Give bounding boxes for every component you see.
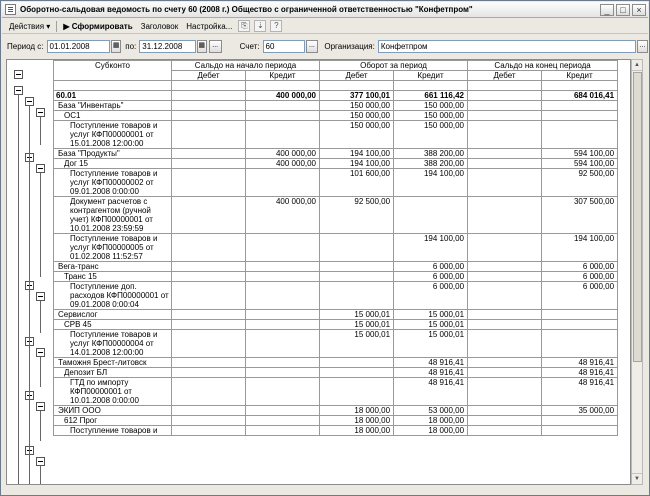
subconto-cell: Вега-транс [54, 262, 172, 272]
amount-cell-cc [542, 426, 618, 436]
amount-cell-od [172, 310, 246, 320]
amount-cell-tc: 48 916,41 [394, 358, 468, 368]
col-opening-header: Сальдо на начало периода [172, 61, 320, 71]
amount-cell-od [172, 358, 246, 368]
amount-cell-td: 194 100,00 [320, 159, 394, 169]
amount-cell-oc [246, 358, 320, 368]
amount-cell-od [172, 416, 246, 426]
subconto-cell: Поступление товаров и [54, 426, 172, 436]
copy-icon[interactable]: ⎘ [238, 20, 250, 32]
amount-cell-oc [246, 330, 320, 358]
amount-cell-oc: 400 000,00 [246, 91, 320, 101]
amount-cell-cc: 48 916,41 [542, 358, 618, 368]
close-button[interactable]: × [632, 4, 646, 16]
col-turnover-header: Оборот за период [320, 61, 468, 71]
amount-cell-oc [246, 310, 320, 320]
collapse-srv45-icon[interactable] [36, 348, 45, 357]
amount-cell-cc [542, 310, 618, 320]
amount-cell-cd [468, 197, 542, 234]
subconto-cell: 612 Прог [54, 416, 172, 426]
amount-cell-cc [542, 101, 618, 111]
subconto-cell: Поступление доп. расходов КФП00000001 от 09.01.2008 0:00:04 [54, 282, 172, 310]
report-icon [5, 4, 16, 15]
amount-cell-oc [246, 406, 320, 416]
amount-cell-oc [246, 272, 320, 282]
amount-cell-cd [468, 121, 542, 149]
tree-line [40, 173, 41, 277]
amount-cell-od [172, 149, 246, 159]
amount-cell-tc: 194 100,00 [394, 234, 468, 262]
subconto-cell: Таможня Брест-литовск [54, 358, 172, 368]
tree-line [40, 357, 41, 387]
amount-cell-oc [246, 426, 320, 436]
amount-cell-cc [542, 121, 618, 149]
collapse-612-prog-icon[interactable] [36, 457, 45, 466]
col-debit-header: Дебет [172, 71, 246, 81]
amount-cell-tc: 194 100,00 [394, 169, 468, 197]
amount-cell-cd [468, 282, 542, 310]
tree-line [40, 411, 41, 441]
table-row[interactable] [54, 358, 618, 368]
amount-cell-oc [246, 416, 320, 426]
amount-cell-cd [468, 320, 542, 330]
subconto-cell: Поступление товаров и услуг КФП00000002 от 09.01.2008 0:00:00 [54, 169, 172, 197]
separator [56, 21, 57, 32]
amount-cell-tc: 53 000,00 [394, 406, 468, 416]
amount-cell-oc [246, 262, 320, 272]
amount-cell-tc: 6 000,00 [394, 262, 468, 272]
col-credit-header: Кредит [394, 71, 468, 81]
amount-cell-td [320, 282, 394, 310]
subconto-cell: СРВ 45 [54, 320, 172, 330]
actions-label: Действия [9, 21, 45, 31]
account-input[interactable]: 60 [263, 40, 305, 53]
amount-cell-od [172, 406, 246, 416]
table-row[interactable] [54, 101, 618, 111]
amount-cell-cc: 194 100,00 [542, 234, 618, 262]
table-row[interactable] [54, 234, 618, 262]
table-row[interactable] [54, 111, 618, 121]
amount-cell-od [172, 101, 246, 111]
amount-cell-cd [468, 378, 542, 406]
date-to-input[interactable]: 31.12.2008 [139, 40, 195, 53]
calendar-icon[interactable]: ▦ [111, 40, 121, 53]
table-row[interactable] [54, 406, 618, 416]
report-table [53, 60, 618, 436]
amount-cell-tc: 48 916,41 [394, 368, 468, 378]
subconto-cell: ГТД по импорту КФП00000001 от 10.01.2008 0:00:00 [54, 378, 172, 406]
title-bar [2, 2, 648, 18]
amount-cell-tc: 388 200,00 [394, 159, 468, 169]
amount-cell-cc: 6 000,00 [542, 282, 618, 310]
subconto-cell: Дог 15 [54, 159, 172, 169]
generate-button[interactable]: ▶ Сформировать [63, 21, 133, 31]
amount-cell-cd [468, 111, 542, 121]
amount-cell-oc [246, 368, 320, 378]
amount-cell-tc [394, 197, 468, 234]
amount-cell-cd [468, 358, 542, 368]
subconto-cell: Депозит БЛ [54, 368, 172, 378]
subconto-cell: Поступление товаров и услуг КФП00000004 от 14.01.2008 12:00:00 [54, 330, 172, 358]
account-label: Счет: [239, 41, 260, 51]
amount-cell-od [172, 169, 246, 197]
amount-cell-oc: 400 000,00 [246, 197, 320, 234]
amount-cell-cd [468, 330, 542, 358]
col-credit-header: Кредит [542, 71, 618, 81]
amount-cell-td: 150 000,00 [320, 111, 394, 121]
header-row [54, 61, 618, 71]
amount-cell-td: 15 000,01 [320, 330, 394, 358]
amount-cell-td [320, 368, 394, 378]
amount-cell-td: 18 000,00 [320, 406, 394, 416]
subconto-cell: ОС1 [54, 111, 172, 121]
tree-line [40, 466, 41, 485]
amount-cell-tc: 15 000,01 [394, 330, 468, 358]
minimize-button[interactable]: _ [600, 4, 614, 16]
subconto-cell: База "Продукты" [54, 149, 172, 159]
amount-cell-cc: 48 916,41 [542, 378, 618, 406]
collapse-trans15-icon[interactable] [36, 292, 45, 301]
amount-cell-td [320, 378, 394, 406]
amount-cell-oc [246, 234, 320, 262]
actions-menu[interactable]: Действия ▾ [9, 21, 51, 31]
amount-cell-cc: 684 016,41 [542, 91, 618, 101]
amount-cell-cc [542, 320, 618, 330]
amount-cell-td [320, 272, 394, 282]
amount-cell-cc: 35 000,00 [542, 406, 618, 416]
grouping-tree [7, 60, 53, 484]
amount-cell-od [172, 320, 246, 330]
vertical-scrollbar[interactable] [631, 59, 643, 485]
subconto-cell: Поступление товаров и услуг КФП00000005 от 01.02.2008 11:52:57 [54, 234, 172, 262]
table-row[interactable] [54, 426, 618, 436]
col-subconto-header: Субконто [54, 61, 172, 81]
amount-cell-cc: 92 500,00 [542, 169, 618, 197]
amount-cell-oc [246, 101, 320, 111]
generate-label: Сформировать [71, 21, 133, 31]
expand-icon[interactable]: ⇣ [254, 20, 266, 32]
amount-cell-td: 15 000,01 [320, 310, 394, 320]
params-bar [2, 37, 648, 55]
amount-cell-tc: 15 000,01 [394, 320, 468, 330]
amount-cell-cd [468, 416, 542, 426]
amount-cell-od [172, 272, 246, 282]
amount-cell-od [172, 197, 246, 234]
table-row[interactable] [54, 330, 618, 358]
table-row[interactable] [54, 282, 618, 310]
amount-cell-tc: 6 000,00 [394, 272, 468, 282]
amount-cell-cd [468, 262, 542, 272]
amount-cell-cd [468, 159, 542, 169]
amount-cell-od [172, 368, 246, 378]
scroll-down-icon[interactable]: ▼ [632, 473, 642, 484]
period-select-button[interactable]: ... [209, 40, 222, 53]
table-row[interactable] [54, 272, 618, 282]
amount-cell-td: 18 000,00 [320, 416, 394, 426]
amount-cell-od [172, 111, 246, 121]
amount-cell-tc: 15 000,01 [394, 310, 468, 320]
amount-cell-tc: 18 000,00 [394, 426, 468, 436]
amount-cell-cc: 307 500,00 [542, 197, 618, 234]
amount-cell-od [172, 262, 246, 272]
toolbar [2, 19, 648, 34]
amount-cell-cd [468, 406, 542, 416]
collapse-all-icon[interactable] [14, 70, 23, 79]
scroll-up-icon[interactable]: ▲ [632, 60, 642, 71]
amount-cell-cc: 6 000,00 [542, 272, 618, 282]
tree-line [40, 117, 41, 145]
amount-cell-cd [468, 368, 542, 378]
window-title: Оборотно-сальдовая ведомость по счету 60 (2008 г.) Общество с ограниченной ответственностью "Конфетпром" [20, 5, 473, 14]
subconto-cell: ЭКИП ООО [54, 406, 172, 416]
table-row[interactable] [54, 149, 618, 159]
amount-cell-od [172, 91, 246, 101]
amount-cell-od [172, 234, 246, 262]
amount-cell-td: 92 500,00 [320, 197, 394, 234]
amount-cell-cd [468, 310, 542, 320]
amount-cell-oc [246, 282, 320, 310]
subconto-cell: Поступление товаров и услуг КФП00000001 от 15.01.2008 12:00:00 [54, 121, 172, 149]
amount-cell-od [172, 121, 246, 149]
table-row[interactable] [54, 91, 618, 101]
amount-cell-oc [246, 111, 320, 121]
amount-cell-cd [468, 149, 542, 159]
report-rows [54, 91, 618, 436]
table-row[interactable] [54, 416, 618, 426]
help-button[interactable]: ? [270, 20, 282, 32]
amount-cell-oc [246, 121, 320, 149]
amount-cell-td: 150 000,00 [320, 101, 394, 111]
org-label: Организация: [324, 41, 375, 51]
amount-cell-tc: 661 116,42 [394, 91, 468, 101]
amount-cell-tc: 388 200,00 [394, 149, 468, 159]
col-credit-header: Кредит [246, 71, 320, 81]
amount-cell-oc [246, 378, 320, 406]
to-label: по: [125, 41, 137, 51]
amount-cell-tc: 150 000,00 [394, 101, 468, 111]
collapse-depozit-icon[interactable] [36, 402, 45, 411]
tree-line [40, 301, 41, 333]
amount-cell-td [320, 358, 394, 368]
amount-cell-oc [246, 169, 320, 197]
amount-cell-td: 18 000,00 [320, 426, 394, 436]
amount-cell-td: 150 000,00 [320, 121, 394, 149]
amount-cell-cd [468, 272, 542, 282]
amount-cell-cc: 594 100,00 [542, 159, 618, 169]
amount-cell-od [172, 378, 246, 406]
col-debit-header: Дебет [320, 71, 394, 81]
table-row[interactable] [54, 320, 618, 330]
amount-cell-cd [468, 101, 542, 111]
amount-cell-td [320, 262, 394, 272]
amount-cell-od [172, 426, 246, 436]
amount-cell-cd [468, 426, 542, 436]
table-row[interactable] [54, 310, 618, 320]
subconto-cell: 60.01 [54, 91, 172, 101]
amount-cell-cd [468, 91, 542, 101]
subconto-cell: База "Инвентарь" [54, 101, 172, 111]
amount-cell-cd [468, 169, 542, 197]
period-label: Период с: [7, 41, 44, 51]
amount-cell-td: 194 100,00 [320, 149, 394, 159]
spacer-row [54, 81, 618, 91]
table-row[interactable] [54, 368, 618, 378]
collapse-dog15-icon[interactable] [36, 164, 45, 173]
collapse-os1-icon[interactable] [36, 108, 45, 117]
subconto-cell: Сервислог [54, 310, 172, 320]
amount-cell-oc [246, 320, 320, 330]
settings-button[interactable]: Настройка... [186, 21, 233, 31]
table-row[interactable] [54, 197, 618, 234]
org-select-button[interactable]: ... [637, 40, 648, 53]
collapse-base-inventar-icon[interactable] [25, 97, 34, 106]
amount-cell-oc: 400 000,00 [246, 159, 320, 169]
amount-cell-cc: 594 100,00 [542, 149, 618, 159]
col-closing-header: Сальдо на конец периода [468, 61, 618, 71]
amount-cell-cc: 6 000,00 [542, 262, 618, 272]
amount-cell-od [172, 282, 246, 310]
table-row[interactable] [54, 159, 618, 169]
amount-cell-tc: 150 000,00 [394, 121, 468, 149]
report-area[interactable] [6, 59, 631, 485]
maximize-button[interactable]: □ [616, 4, 630, 16]
amount-cell-td: 377 100,01 [320, 91, 394, 101]
amount-cell-td [320, 234, 394, 262]
subconto-cell: Транс 15 [54, 272, 172, 282]
amount-cell-cc [542, 330, 618, 358]
amount-cell-tc: 18 000,00 [394, 416, 468, 426]
table-row[interactable] [54, 169, 618, 197]
table-row[interactable] [54, 262, 618, 272]
col-debit-header: Дебет [468, 71, 542, 81]
amount-cell-oc: 400 000,00 [246, 149, 320, 159]
amount-cell-td: 15 000,01 [320, 320, 394, 330]
account-select-button[interactable]: ... [306, 40, 319, 53]
amount-cell-td: 101 600,00 [320, 169, 394, 197]
subconto-cell: Документ расчетов с контрагентом (ручной учет) КФП00000001 от 10.01.2008 23:59:59 [54, 197, 172, 234]
table-row[interactable] [54, 378, 618, 406]
table-row[interactable] [54, 121, 618, 149]
calendar-icon[interactable]: ▦ [197, 40, 207, 53]
collapse-60-01-icon[interactable] [14, 86, 23, 95]
amount-cell-cc: 48 916,41 [542, 368, 618, 378]
amount-cell-tc: 48 916,41 [394, 378, 468, 406]
amount-cell-cd [468, 234, 542, 262]
date-from-input[interactable]: 01.01.2008 [47, 40, 111, 53]
org-input[interactable]: Конфетпром [378, 40, 636, 53]
amount-cell-od [172, 330, 246, 358]
amount-cell-cc [542, 111, 618, 121]
amount-cell-tc: 6 000,00 [394, 282, 468, 310]
header-button[interactable]: Заголовок [140, 21, 179, 31]
amount-cell-cc [542, 416, 618, 426]
amount-cell-tc: 150 000,00 [394, 111, 468, 121]
scroll-thumb[interactable] [633, 72, 642, 362]
tree-line [18, 95, 19, 485]
amount-cell-od [172, 159, 246, 169]
tree-line [29, 106, 30, 485]
